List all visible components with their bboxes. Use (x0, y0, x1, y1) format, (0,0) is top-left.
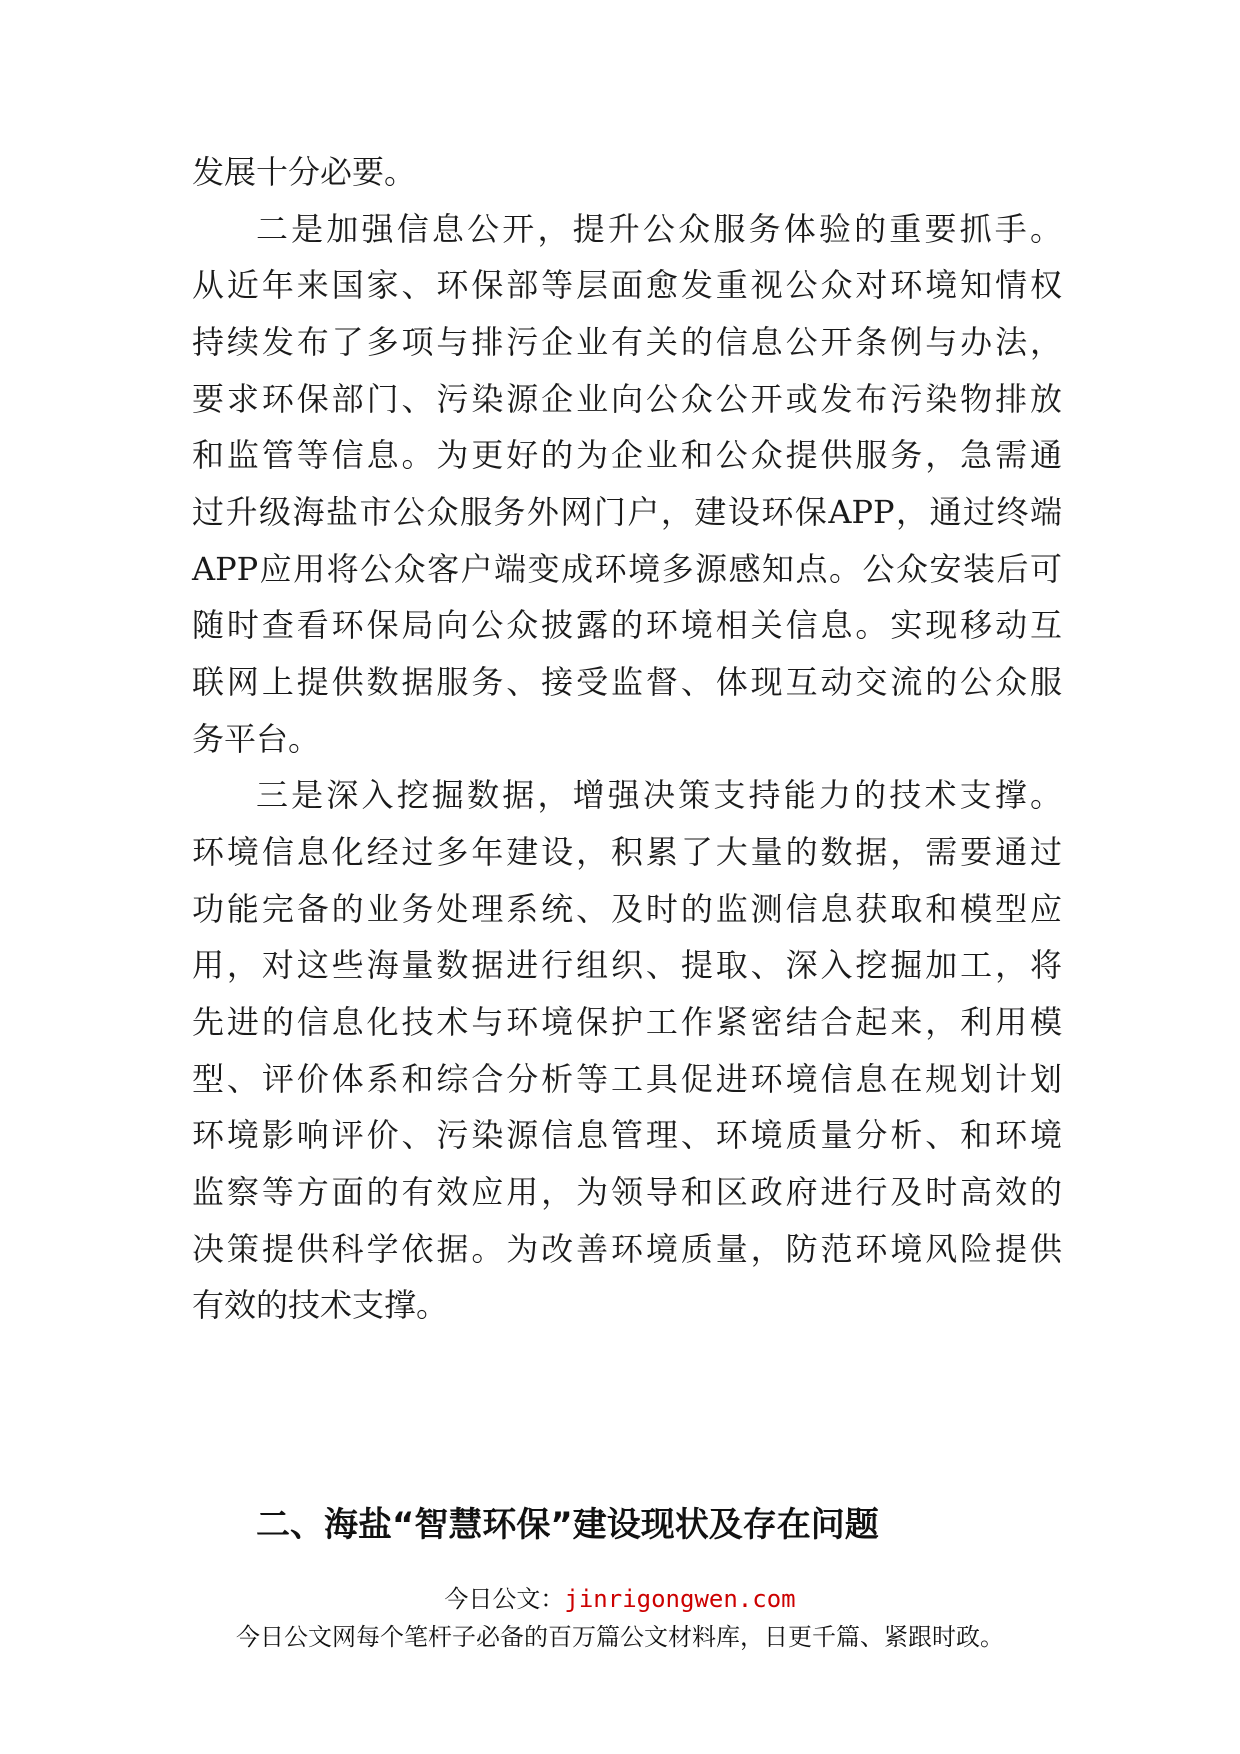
paragraph-line: 和监管等信息。为更好的为企业和公众提供服务，急需通 (192, 436, 1062, 474)
paragraph-line: 联网上提供数据服务、接受监督、体现互动交流的公众服 (192, 663, 1062, 701)
paragraph-line: 型、评价体系和综合分析等工具促进环境信息在规划计划 (192, 1060, 1062, 1098)
paragraph-line: 监察等方面的有效应用，为领导和区政府进行及时高效的 (192, 1173, 1062, 1211)
paragraph-line: APP应用将公众客户端变成环境多源感知点。公众安装后可 (192, 550, 1062, 588)
paragraph-line: 三是深入挖掘数据，增强决策支持能力的技术支撑。 (256, 776, 1062, 814)
paragraph-line: 要求环保部门、污染源企业向公众公开或发布污染物排放 (192, 380, 1062, 418)
paragraph-line: 发展十分必要。 (192, 153, 417, 191)
paragraph-line: 过升级海盐市公众服务外网门户，建设环保APP，通过终端 (192, 493, 1062, 531)
paragraph-line: 二是加强信息公开，提升公众服务体验的重要抓手。 (256, 210, 1062, 248)
paragraph-line: 功能完备的业务处理系统、及时的监测信息获取和模型应 (192, 890, 1062, 928)
section-heading: 二、海盐“智慧环保”建设现状及存在问题 (256, 1505, 879, 1545)
paragraph-line: 有效的技术支撑。 (192, 1286, 449, 1324)
paragraph-line: 先进的信息化技术与环境保护工作紧密结合起来，利用模 (192, 1003, 1062, 1041)
paragraph-line: 环境影响评价、污染源信息管理、环境质量分析、和环境 (192, 1116, 1062, 1154)
paragraph-line: 持续发布了多项与排污企业有关的信息公开条例与办法， (192, 323, 1062, 361)
paragraph-line: 随时查看环保局向公众披露的环境相关信息。实现移动互 (192, 606, 1062, 644)
paragraph-line: 决策提供科学依据。为改善环境质量，防范环境风险提供 (192, 1230, 1062, 1268)
footer-tagline: 今日公文网每个笔杆子必备的百万篇公文材料库，日更千篇、紧跟时政。 (236, 1623, 1004, 1651)
paragraph-line: 务平台。 (192, 720, 321, 758)
footer-site-link[interactable]: jinrigongwen.com (564, 1585, 796, 1613)
paragraph-line: 用，对这些海量数据进行组织、提取、深入挖掘加工，将 (192, 946, 1062, 984)
paragraph-line: 从近年来国家、环保部等层面愈发重视公众对环境知情权 (192, 266, 1062, 304)
footer-site-label: 今日公文： (444, 1585, 565, 1613)
footer-site-line (0, 1584, 1240, 1614)
paragraph-line: 环境信息化经过多年建设，积累了大量的数据，需要通过 (192, 833, 1062, 871)
